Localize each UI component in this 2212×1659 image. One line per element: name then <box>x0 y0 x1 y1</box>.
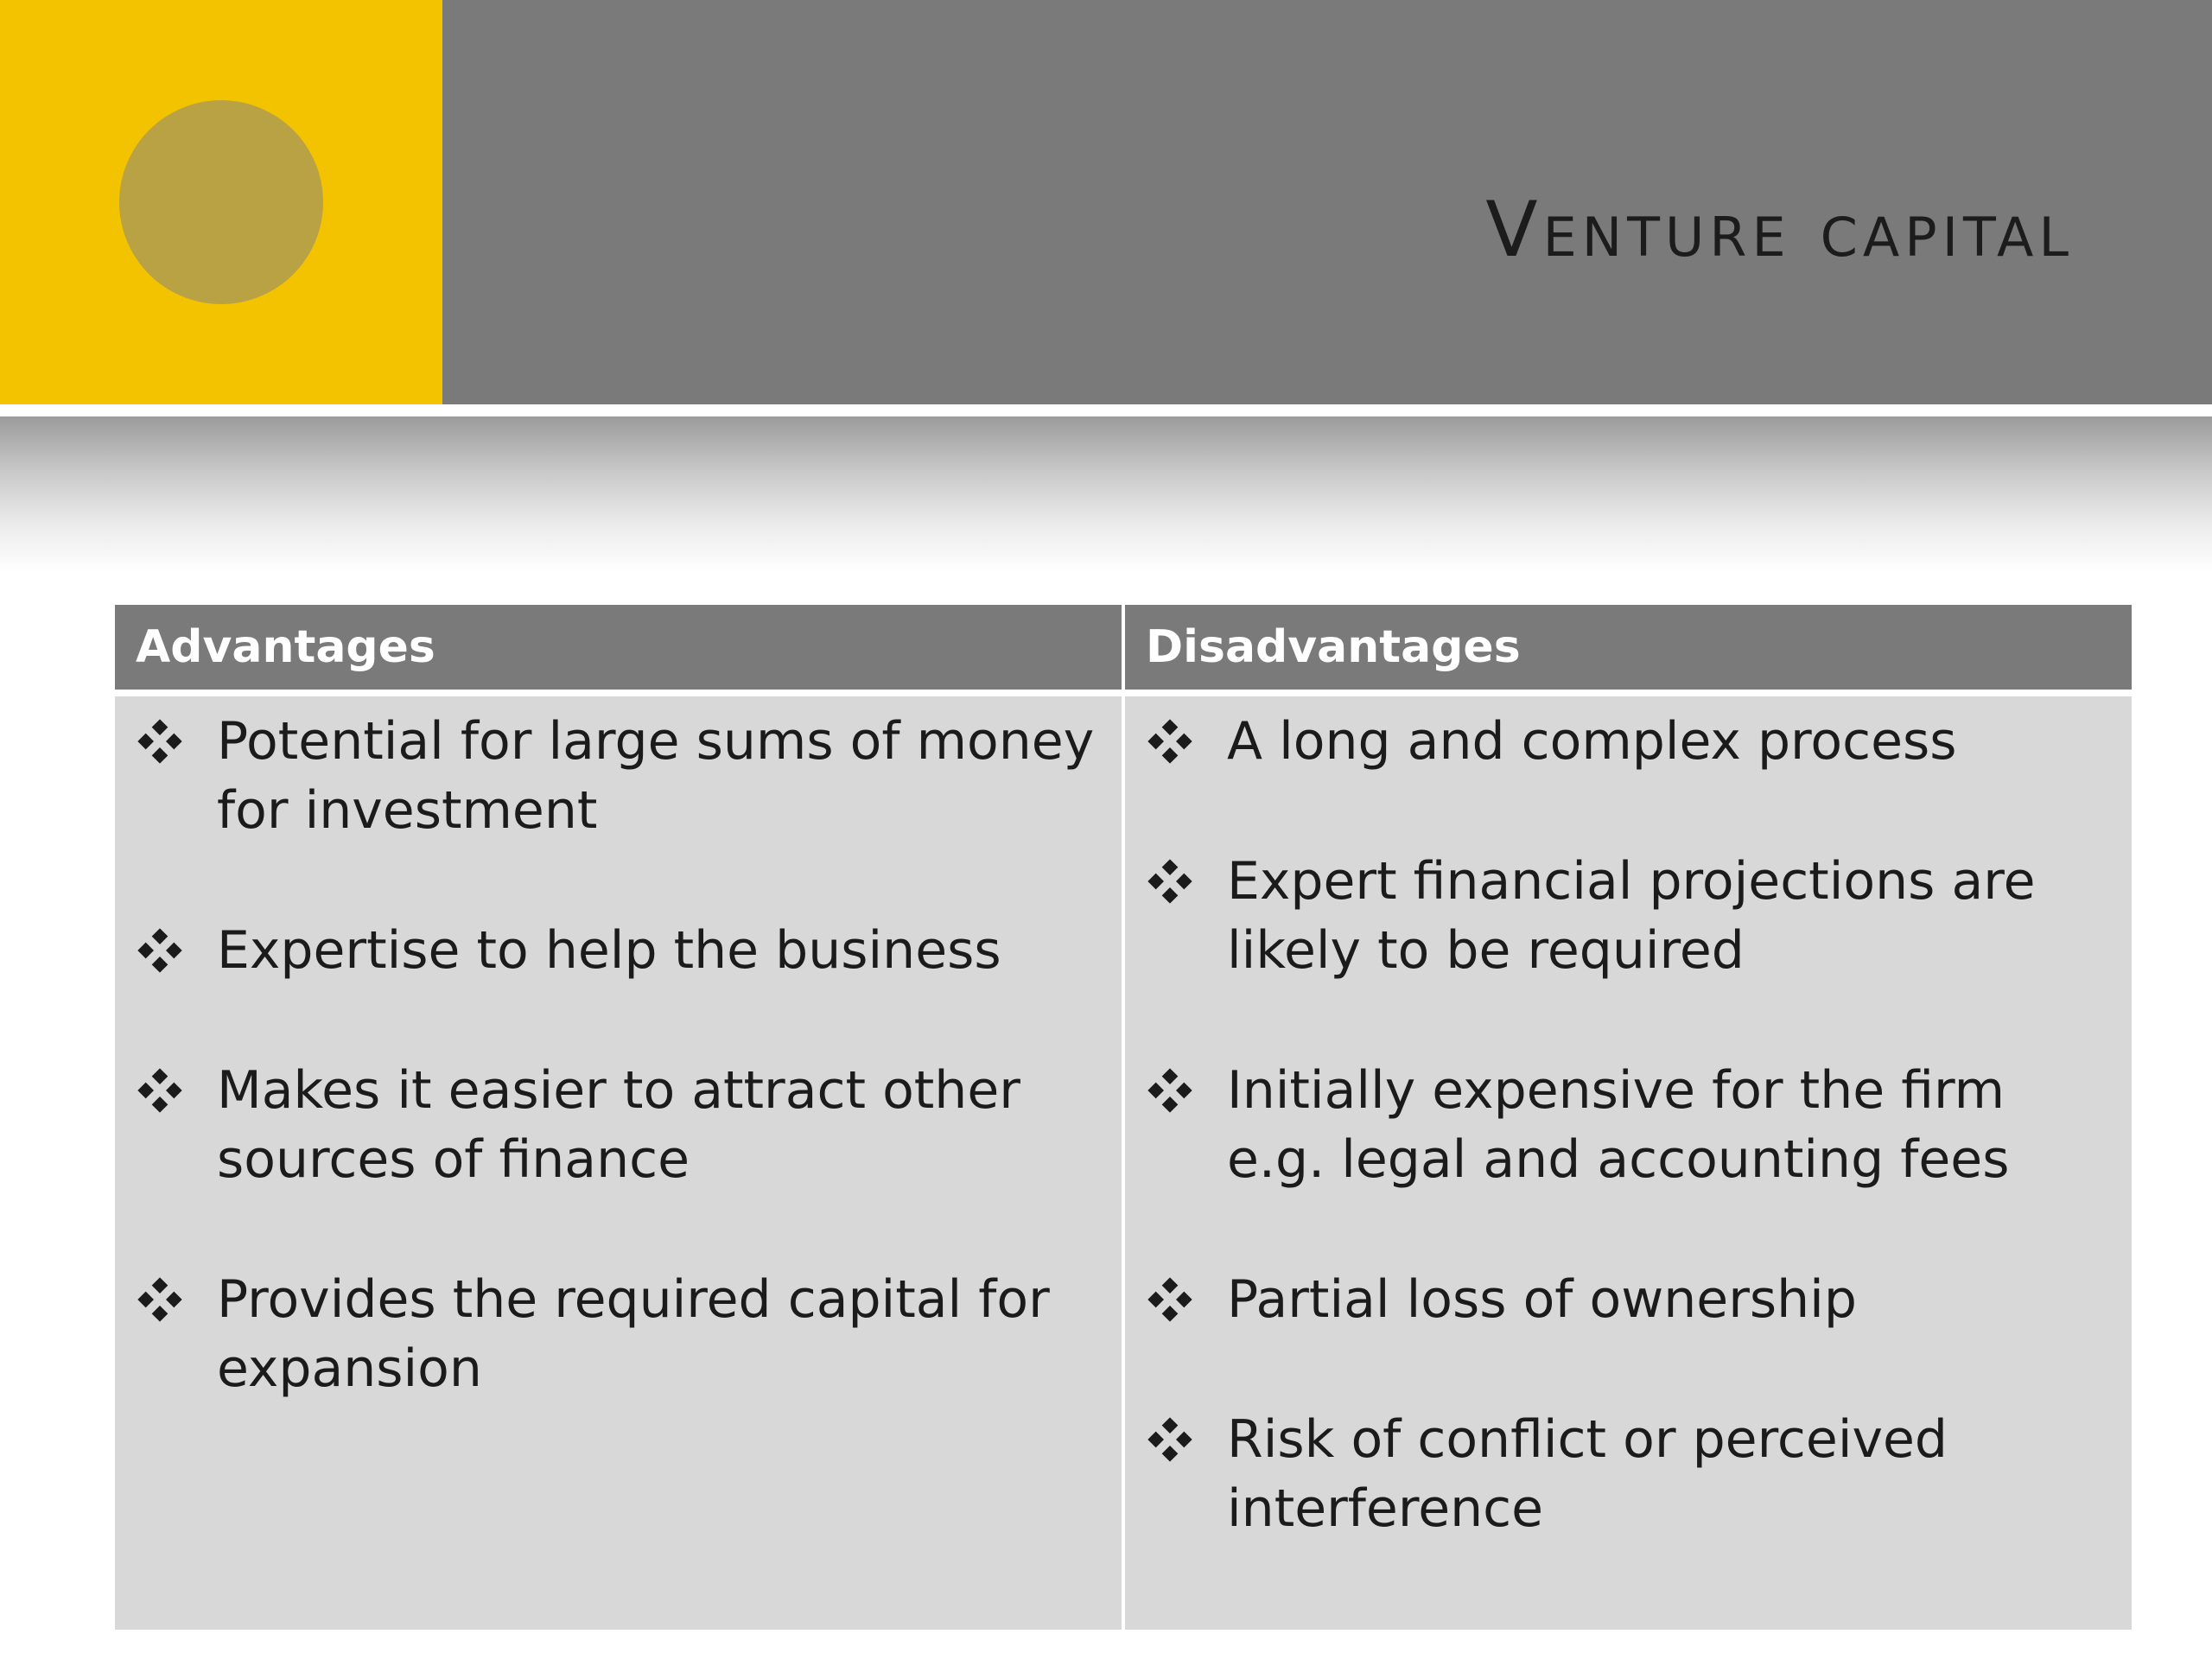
table-body-row <box>115 693 2132 1630</box>
advantage-item <box>136 1056 1101 1194</box>
advantage-item-text: Expertise to help the business <box>217 920 1001 981</box>
advantages-list <box>136 707 1101 1403</box>
disadvantages-header: Disadvantages <box>1123 605 2132 693</box>
advantage-item-text: Potential for large sums of money for investment <box>217 711 1095 841</box>
four-diamond-bullet-icon <box>1146 1265 1227 1334</box>
advantages-cell <box>115 693 1123 1630</box>
four-diamond-bullet-icon <box>1146 847 1227 916</box>
comparison-table-container <box>115 605 2132 1630</box>
disadvantage-item <box>1146 1056 2111 1194</box>
four-diamond-bullet-icon <box>136 1265 217 1334</box>
header-divider <box>0 404 2212 416</box>
advantages-header: Advantages <box>115 605 1123 693</box>
disadvantage-item-text: Risk of conflict or perceived interference <box>1227 1409 1948 1539</box>
advantage-item <box>136 707 1101 845</box>
disadvantage-item <box>1146 847 2111 985</box>
comparison-table <box>115 605 2132 1630</box>
disadvantage-item <box>1146 707 2111 776</box>
table-header-row <box>115 605 2132 693</box>
disadvantage-item <box>1146 1265 2111 1334</box>
disadvantages-list <box>1146 707 2111 1543</box>
four-diamond-bullet-icon <box>1146 1056 1227 1125</box>
disadvantage-item <box>1146 1405 2111 1543</box>
four-diamond-bullet-icon <box>136 707 217 776</box>
disadvantage-item-text: Expert financial projections are likely to be required <box>1227 851 2036 981</box>
header-shadow <box>0 416 2212 572</box>
four-diamond-bullet-icon <box>1146 707 1227 776</box>
advantage-item <box>136 916 1101 985</box>
header-circle-decoration <box>119 100 323 304</box>
slide-title: Venture capital <box>1485 185 2074 274</box>
disadvantage-item-text: Initially expensive for the firm e.g. legal and accounting fees <box>1227 1060 2010 1190</box>
advantage-item-text: Provides the required capital for expansion <box>217 1269 1050 1399</box>
four-diamond-bullet-icon <box>136 916 217 985</box>
advantage-item-text: Makes it easier to attract other sources of finance <box>217 1060 1020 1190</box>
four-diamond-bullet-icon <box>1146 1405 1227 1474</box>
disadvantages-cell <box>1123 693 2132 1630</box>
advantage-item <box>136 1265 1101 1403</box>
four-diamond-bullet-icon <box>136 1056 217 1125</box>
disadvantage-item-text: Partial loss of ownership <box>1227 1269 1857 1330</box>
disadvantage-item-text: A long and complex process <box>1227 711 1957 772</box>
